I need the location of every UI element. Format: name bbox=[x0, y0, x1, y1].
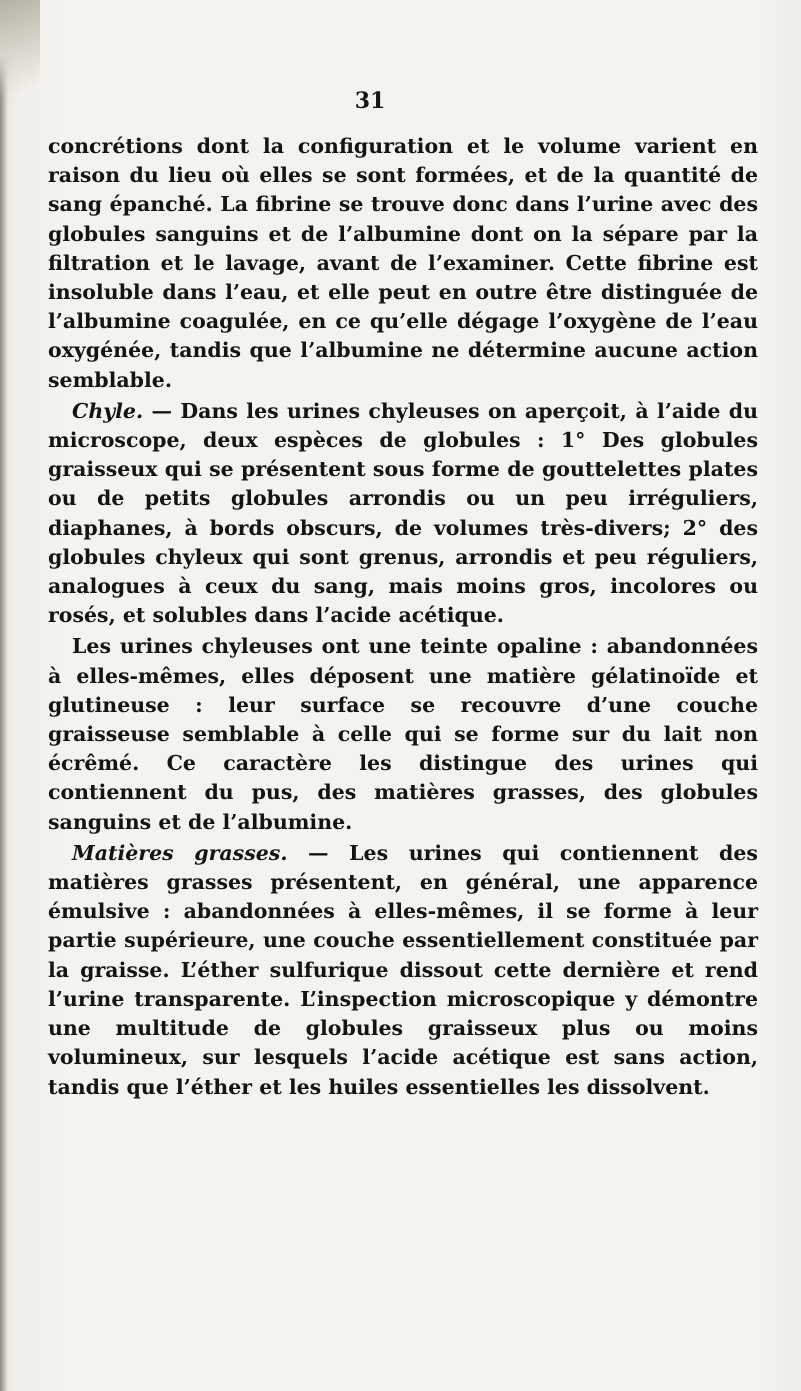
paragraph-matieres-grasses-text: — Les urines qui contiennent des matières grasses présentent, en général, une apparence émulsive : abandonnées à elles-mêmes, il se forme à leur partie supérieure, une couche essentiellement constituée par la graisse. L’éther sulfurique dissout cette dernière et rend l’urine transparente. L’inspection microscopique y démontre une multitude de globules graisseux plus ou moins volumineux, sur lesquels l’acide acétique est sans action, tandis que l’éther et les huiles essentielles les dissolvent. bbox=[48, 840, 758, 1099]
paragraph-urines-chyleuses: Les urines chyleuses ont une teinte opaline : abandonnées à elles-mêmes, elles déposent une matière gélatinoïde et glutineuse : leur surface se recouvre d’une couche graisseuse semblable à celle qui se forme sur du lait non écrêmé. Ce caractère les distingue des urines qui contiennent du pus, des matières grasses, des globules sanguins et de l’albumine. bbox=[48, 634, 758, 834]
body-text bbox=[48, 132, 758, 1102]
paragraph-matieres-grasses bbox=[48, 839, 758, 1102]
section-heading-chyle: Chyle. bbox=[72, 398, 144, 423]
page-binding-edge bbox=[0, 0, 8, 1391]
page-corner-shadow bbox=[0, 0, 40, 110]
paragraph-chyle bbox=[48, 397, 758, 631]
paragraph-fibrine: concrétions dont la configuration et le volume varient en raison du lieu où elles se sont formées, et de la quantité de sang épanché. La fibrine se trouve donc dans l’urine avec des globules sanguins et de l’albumine dont on la sépare par la filtration et le lavage, avant de l’examiner. Cette fibrine est insoluble dans l’eau, et elle peut en outre être distinguée de l’albumine coagulée, en ce qu’elle dégage l’oxygène de l’eau oxygénée, tandis que l’albumine ne détermine aucune action semblable. bbox=[48, 134, 758, 392]
section-heading-matieres-grasses: Matières grasses. bbox=[72, 840, 288, 865]
paragraph-chyle-text: — Dans les urines chyleuses on aperçoit, à l’aide du microscope, deux espèces de globules : 1° Des globules graisseux qui se présentent sous forme de gouttelettes plates ou de petits globules arrondis ou un peu irréguliers, diaphanes, à bords obscurs, de volumes très-divers; 2° des globules chyleux qui sont grenus, arrondis et peu réguliers, analogues à ceux du sang, mais moins gros, incolores ou rosés, et solubles dans l’acide acétique. bbox=[48, 398, 758, 628]
page-number: 31 bbox=[354, 88, 386, 114]
